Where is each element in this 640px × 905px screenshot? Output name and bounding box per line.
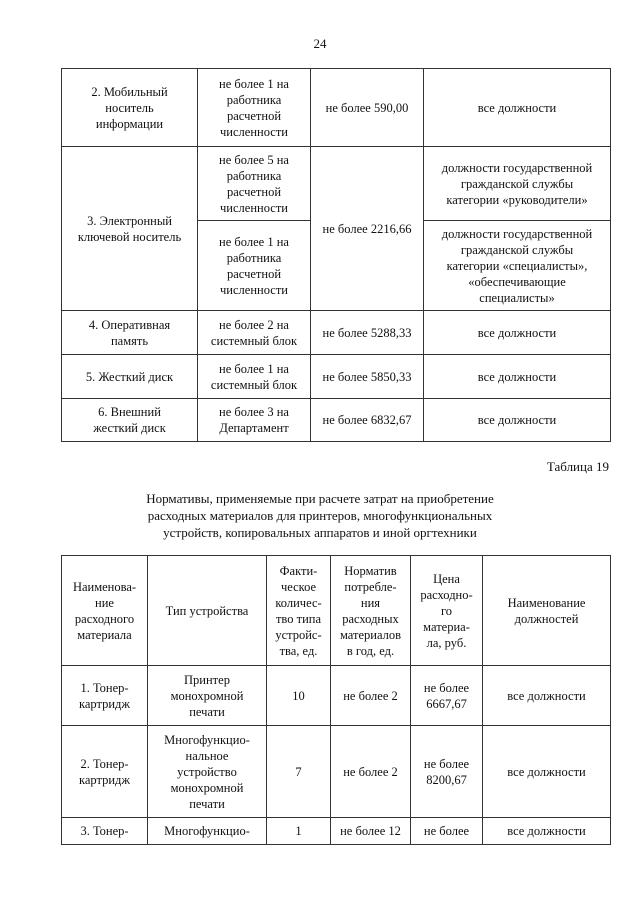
cell-text-line: монохромной <box>170 688 244 703</box>
device-type <box>148 818 267 845</box>
positions <box>424 147 611 221</box>
positions <box>424 399 611 442</box>
cell-text-line: гражданской службы <box>460 242 574 257</box>
cell-text-line: категории «специалисты», <box>446 258 588 273</box>
cell-text-line: устройс- <box>275 627 322 642</box>
material-name <box>62 355 198 399</box>
cell-text-line: тва, ед. <box>279 643 318 658</box>
cell-text-line: количес- <box>275 595 322 610</box>
cell-text-line: не более 1 на <box>219 361 289 376</box>
cell-text-line: картридж <box>78 696 131 711</box>
cell-text-line: 3. Тонер- <box>80 824 129 838</box>
cell-text-line: все должности <box>477 369 557 384</box>
cell-text-line: картридж <box>78 772 131 787</box>
column-header <box>62 556 148 666</box>
positions <box>424 311 611 355</box>
cell-text-line: потребле- <box>344 579 397 594</box>
cell-text-line: не более 3 на <box>219 405 289 419</box>
cell-text-line: не более 2 на <box>219 317 289 332</box>
cell-text-line: численности <box>220 124 288 139</box>
cell-text-line: в год, ед. <box>346 643 395 658</box>
cell-text-line: ла, руб. <box>426 635 467 650</box>
table-title-line: устройств, копировальных аппаратов и иной оргтехники <box>163 525 477 540</box>
cell-text-line: системный блок <box>210 377 298 392</box>
positions <box>424 355 611 399</box>
cell-text-line: все должности <box>477 413 557 427</box>
cell-text-line: печати <box>189 796 225 811</box>
table-row <box>62 355 611 399</box>
device-type <box>148 726 267 818</box>
page-number: 24 <box>313 36 327 51</box>
cell-text-line: «обеспечивающие <box>468 274 566 289</box>
consumption-norm: не более 12 <box>331 818 411 845</box>
quantity-limit <box>198 221 311 311</box>
consumption-norm: не более 2 <box>331 726 411 818</box>
cell-text-line: 6. Внешний <box>98 405 161 419</box>
cell-text-line: Наименова- <box>72 579 137 594</box>
cell-text-line: Наименование <box>507 595 586 610</box>
cell-text-line: должности государственной <box>441 226 593 241</box>
cell-text-line: 4. Оперативная <box>88 317 171 332</box>
cell-text-line: расходных <box>342 611 399 626</box>
price-limit: не более 2216,66 <box>311 147 424 311</box>
cell-text-line: материала <box>77 627 132 642</box>
cell-text-line: 1. Тонер- <box>80 680 129 695</box>
cell-text-line: 3. Электронный <box>87 213 172 228</box>
actual-quantity: 1 <box>267 818 331 845</box>
cell-text-line: должности государственной <box>441 160 593 175</box>
cell-text-line: расходно- <box>420 587 473 602</box>
cell-text-line: категории «руководители» <box>446 192 588 207</box>
cell-text-line: все должности <box>477 325 557 340</box>
cell-text-line: должностей <box>514 611 579 626</box>
cell-text-line: работника <box>226 250 282 265</box>
column-header <box>411 556 483 666</box>
price-limit: не более 5288,33 <box>311 311 424 355</box>
positions: все должности <box>483 726 611 818</box>
cell-text-line: не более 1 на <box>219 234 289 249</box>
table-row <box>62 399 611 442</box>
table-row <box>62 726 611 818</box>
cell-text-line: все должности <box>477 100 557 115</box>
quantity-limit <box>198 399 311 442</box>
material-name <box>62 147 198 311</box>
cell-text-line: монохромной <box>170 780 244 795</box>
cell-text-line: 8200,67 <box>426 772 467 787</box>
cell-text-line: ческое <box>280 579 317 594</box>
positions <box>424 69 611 147</box>
positions: все должности <box>483 818 611 845</box>
material-price <box>411 666 483 726</box>
actual-quantity: 7 <box>267 726 331 818</box>
cell-text-line: Цена <box>433 571 460 586</box>
cell-text-line: 2. Мобильный <box>91 84 168 99</box>
cell-text-line: расчетной <box>226 184 282 199</box>
cell-text-line: ния <box>360 595 381 610</box>
cell-text-line: численности <box>220 282 288 297</box>
cell-text-line: память <box>110 333 149 348</box>
cell-text-line: материа- <box>423 619 470 634</box>
cell-text-line: не более 1 на <box>219 76 289 91</box>
cell-text-line: го <box>440 603 453 618</box>
material-name <box>62 818 148 845</box>
cell-text-line: не более <box>423 680 470 695</box>
table-row <box>62 69 611 147</box>
cell-text-line: 6667,67 <box>426 696 467 711</box>
cell-text-line: не более <box>423 824 470 838</box>
cell-text-line: расчетной <box>226 108 282 123</box>
cell-text-line: жесткий диск <box>93 421 166 435</box>
material-name <box>62 726 148 818</box>
cell-text-line: Департамент <box>219 421 289 435</box>
material-name <box>62 69 198 147</box>
material-name <box>62 399 198 442</box>
quantity-limit <box>198 69 311 147</box>
cell-text-line: расходного <box>74 611 135 626</box>
cell-text-line: носитель <box>105 100 154 115</box>
table-caption: Таблица 19 <box>546 459 609 474</box>
cell-text-line: печати <box>189 704 225 719</box>
table-18 <box>61 68 611 442</box>
cell-text-line: Факти- <box>279 563 318 578</box>
material-name <box>62 666 148 726</box>
table-19 <box>61 555 611 845</box>
column-header <box>148 556 267 666</box>
cell-text-line: нальное <box>185 748 229 763</box>
cell-text-line: Тип устройства <box>165 603 249 618</box>
material-name <box>62 311 198 355</box>
quantity-limit <box>198 311 311 355</box>
actual-quantity: 10 <box>267 666 331 726</box>
cell-text-line: специалисты» <box>479 290 555 305</box>
price-limit: не более 590,00 <box>311 69 424 147</box>
cell-text-line: не более 5 на <box>219 152 289 167</box>
cell-text-line: 2. Тонер- <box>80 756 129 771</box>
consumption-norm: не более 2 <box>331 666 411 726</box>
material-price <box>411 818 483 845</box>
device-type <box>148 666 267 726</box>
table-row <box>62 147 611 221</box>
table-title-line: расходных материалов для принтеров, многофункциональных <box>147 508 493 523</box>
cell-text-line: материалов <box>339 627 402 642</box>
cell-text-line: тво типа <box>275 611 322 626</box>
table-title-line: Нормативы, применяемые при расчете затрат на приобретение <box>146 491 494 506</box>
column-header <box>267 556 331 666</box>
cell-text-line: информации <box>95 116 164 131</box>
table-row <box>62 666 611 726</box>
cell-text-line: Норматив <box>344 563 397 578</box>
cell-text-line: Многофункцио- <box>164 732 250 747</box>
quantity-limit <box>198 147 311 221</box>
positions <box>424 221 611 311</box>
cell-text-line: ние <box>95 595 114 610</box>
table-row <box>62 818 611 845</box>
cell-text-line: гражданской службы <box>460 176 574 191</box>
column-header <box>331 556 411 666</box>
positions: все должности <box>483 666 611 726</box>
price-limit: не более 5850,33 <box>311 355 424 399</box>
cell-text-line: работника <box>226 168 282 183</box>
quantity-limit <box>198 355 311 399</box>
cell-text-line: Принтер <box>184 672 230 687</box>
cell-text-line: не более <box>423 756 470 771</box>
table-title <box>0 490 640 541</box>
column-header <box>483 556 611 666</box>
price-limit: не более 6832,67 <box>311 399 424 442</box>
table-header-row <box>62 556 611 666</box>
cell-text-line: 5. Жесткий диск <box>85 369 174 384</box>
material-price <box>411 726 483 818</box>
cell-text-line: системный блок <box>210 333 298 348</box>
cell-text-line: Многофункцио- <box>164 824 250 838</box>
table-row <box>62 311 611 355</box>
cell-text-line: устройство <box>177 764 237 779</box>
cell-text-line: численности <box>220 200 288 215</box>
cell-text-line: работника <box>226 92 282 107</box>
cell-text-line: ключевой носитель <box>77 229 182 244</box>
cell-text-line: расчетной <box>226 266 282 281</box>
